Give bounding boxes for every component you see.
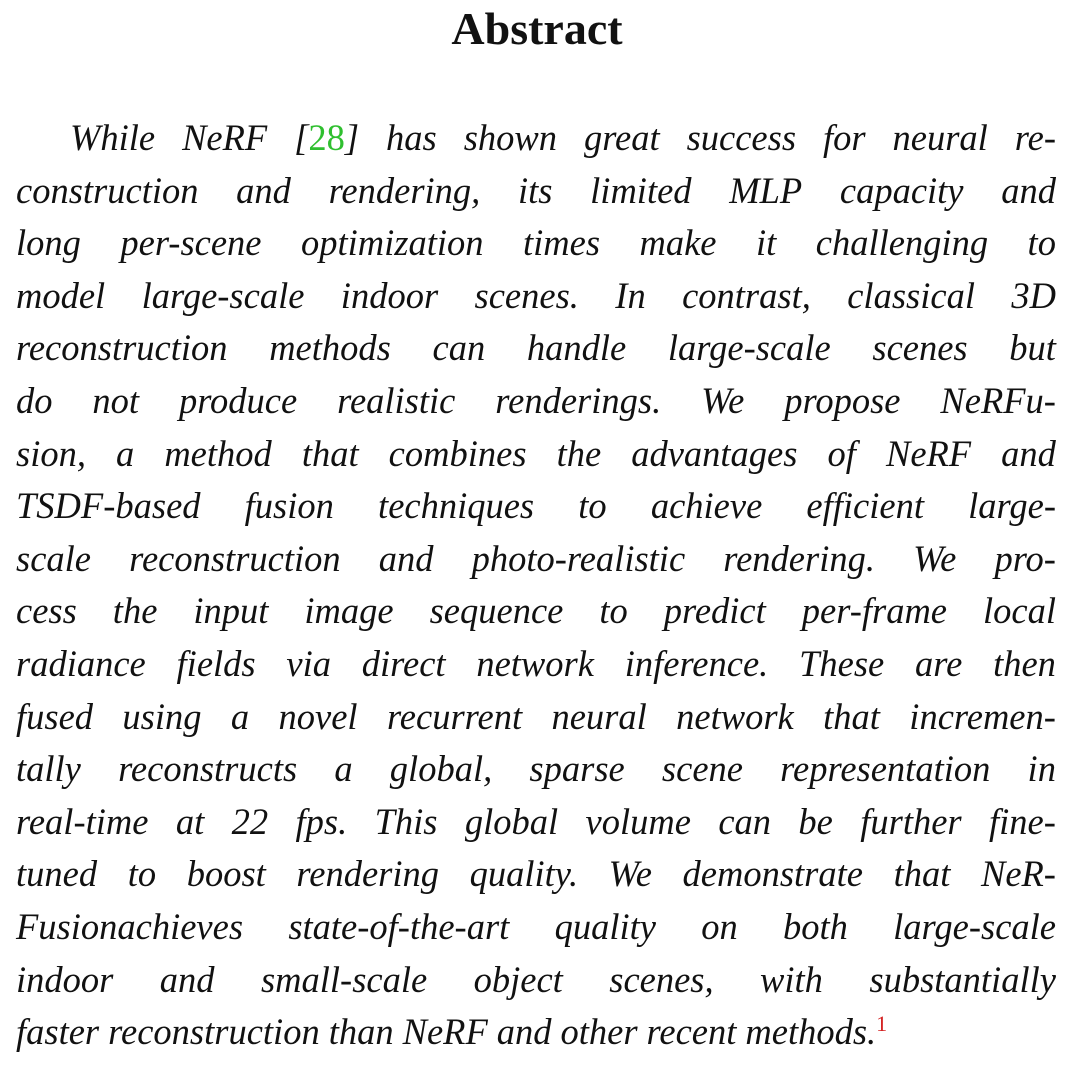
abstract-word: via: [286, 642, 331, 684]
abstract-word: fused: [16, 695, 94, 737]
abstract-word: combines: [388, 432, 527, 474]
abstract-word: a: [116, 432, 135, 474]
abstract-word: fusion: [244, 485, 334, 527]
abstract-line: [16, 480, 1056, 533]
abstract-word: efficient: [806, 485, 924, 527]
abstract-word: 22: [231, 800, 269, 842]
abstract-word: success: [686, 117, 797, 158]
abstract-word: sequence: [429, 590, 564, 632]
citation-number[interactable]: 28: [308, 117, 345, 158]
abstract-word: sion,: [16, 432, 86, 474]
abstract-word: TSDF-based: [16, 485, 201, 527]
abstract-word: it: [755, 222, 777, 264]
abstract-word: large-scale: [893, 905, 1056, 947]
abstract-line: [16, 1006, 1056, 1059]
abstract-word: per-frame: [801, 590, 947, 632]
abstract-word: indoor: [340, 274, 439, 316]
abstract-word: and: [1001, 432, 1056, 474]
abstract-word: predict: [663, 590, 766, 632]
abstract-word: not: [92, 379, 140, 421]
abstract-word: This: [374, 800, 438, 842]
abstract-word: input: [193, 590, 269, 632]
abstract-line: [16, 112, 1056, 165]
abstract-word: a: [230, 695, 250, 737]
abstract-word: capacity: [839, 169, 964, 211]
abstract-word: state-of-the-art: [288, 905, 510, 947]
abstract-word: boost: [186, 853, 266, 895]
abstract-word: large-: [968, 485, 1056, 527]
abstract-word: faster: [16, 1011, 100, 1053]
abstract-word: incremen-: [909, 695, 1056, 737]
abstract-word: using: [122, 695, 202, 737]
abstract-word: that: [301, 432, 359, 474]
abstract-word: reconstructs: [118, 748, 298, 790]
abstract-word: object: [473, 958, 563, 1000]
abstract-word: and: [1001, 169, 1056, 211]
abstract-word: model: [16, 274, 106, 316]
abstract-word: its: [517, 169, 553, 211]
footnote-marker[interactable]: 1: [876, 1010, 888, 1036]
abstract-word: reconstruction: [108, 1011, 320, 1053]
abstract-word: These: [799, 642, 885, 684]
abstract-word: reconstruction: [129, 537, 341, 579]
abstract-word: the: [556, 432, 602, 474]
abstract-word: achieve: [650, 485, 763, 527]
abstract-word: We: [913, 537, 957, 579]
abstract-word: indoor: [16, 958, 114, 1000]
abstract-word: construction: [16, 169, 199, 211]
abstract-line: [16, 691, 1056, 744]
abstract-word: global,: [389, 748, 493, 790]
abstract-word: per-scene: [120, 222, 262, 264]
abstract-word: has: [386, 117, 437, 158]
abstract-word: NeRF: [402, 1011, 488, 1053]
abstract-word: photo-realistic: [471, 537, 686, 579]
abstract-word: optimization: [300, 222, 484, 264]
abstract-line: [16, 796, 1056, 849]
abstract-word: radiance: [16, 642, 146, 684]
abstract-word: method: [164, 432, 272, 474]
abstract-word: both: [782, 905, 848, 947]
abstract-word: recent: [646, 1011, 737, 1053]
abstract-word: with: [760, 958, 823, 1000]
abstract-word: re-: [1014, 117, 1056, 158]
abstract-word: network: [676, 695, 794, 737]
abstract-word: further: [860, 800, 962, 842]
abstract-word: quality: [554, 905, 656, 947]
abstract-word: in: [1027, 748, 1056, 790]
abstract-word: scenes: [872, 327, 968, 369]
abstract-word: but: [1009, 327, 1056, 369]
abstract-word: to: [578, 485, 607, 527]
abstract-word: to: [599, 590, 628, 632]
abstract-word: classical: [847, 274, 975, 316]
abstract-word: scenes,: [609, 958, 714, 1000]
abstract-word: be: [798, 800, 833, 842]
abstract-line: [16, 954, 1056, 1007]
abstract-word: pro-: [994, 537, 1056, 579]
abstract-body: [16, 112, 1056, 1059]
abstract-word: network: [476, 642, 594, 684]
abstract-word: real-time: [16, 800, 149, 842]
abstract-word: that: [893, 853, 951, 895]
abstract-word: fine-: [989, 800, 1056, 842]
abstract-word: realistic: [337, 379, 456, 421]
abstract-word: long: [16, 222, 81, 264]
abstract-word: neural: [551, 695, 647, 737]
abstract-word: to: [127, 853, 157, 895]
abstract-word: on: [701, 905, 738, 947]
abstract-word: sparse: [529, 748, 625, 790]
abstract-word: image: [304, 590, 394, 632]
abstract-line: [16, 375, 1056, 428]
abstract-word: other: [560, 1011, 638, 1053]
abstract-word: fields: [176, 642, 256, 684]
abstract-word: can: [432, 327, 486, 369]
abstract-word: In: [615, 274, 646, 316]
abstract-word: are: [915, 642, 963, 684]
abstract-word: scene: [661, 748, 743, 790]
abstract-word: to: [1027, 222, 1056, 264]
abstract-word: NeR-: [980, 853, 1056, 895]
abstract-word: challenging: [815, 222, 989, 264]
abstract-line: [16, 270, 1056, 323]
citation-link[interactable]: [28]: [294, 117, 360, 158]
abstract-word: NeRF: [885, 432, 972, 474]
abstract-word: than: [328, 1011, 394, 1053]
abstract-line: [16, 901, 1056, 954]
abstract-word: small-scale: [260, 958, 428, 1000]
abstract-word: recurrent: [386, 695, 523, 737]
abstract-word: advantages: [631, 432, 798, 474]
abstract-word: methods.$^1$: [745, 1010, 888, 1053]
abstract-line: [16, 848, 1056, 901]
abstract-word: We: [701, 379, 745, 421]
abstract-word: volume: [585, 800, 691, 842]
abstract-line: [16, 217, 1056, 270]
abstract-word: rendering.: [723, 537, 875, 579]
abstract-word: times: [522, 222, 601, 264]
abstract-word: neural: [892, 117, 988, 158]
abstract-word: Fusionachieves: [16, 905, 244, 947]
abstract-word: large-scale: [141, 274, 305, 316]
abstract-line: [16, 533, 1056, 586]
abstract-word: great: [583, 117, 660, 158]
abstract-word: and: [236, 169, 291, 211]
abstract-word: can: [718, 800, 772, 842]
abstract-word: local: [982, 590, 1056, 632]
abstract-word: cess: [16, 590, 77, 632]
abstract-word: make: [639, 222, 717, 264]
abstract-word: methods: [269, 327, 391, 369]
abstract-word: shown: [463, 117, 557, 158]
abstract-word: tally: [16, 748, 81, 790]
abstract-word: substantially: [869, 958, 1056, 1000]
abstract-word: demonstrate: [682, 853, 863, 895]
abstract-word: representation: [780, 748, 991, 790]
abstract-word: limited: [590, 169, 692, 211]
abstract-word: fps.: [295, 800, 348, 842]
abstract-word: NeRFu-: [940, 379, 1056, 421]
abstract-word: at: [175, 800, 205, 842]
abstract-word: rendering,: [328, 169, 481, 211]
abstract-word: then: [993, 642, 1056, 684]
abstract-word: We: [608, 853, 652, 895]
abstract-word: large-scale: [667, 327, 831, 369]
abstract-word: quality.: [469, 853, 579, 895]
abstract-line: [16, 638, 1056, 691]
abstract-line: [16, 743, 1056, 796]
abstract-word: reconstruction: [16, 327, 228, 369]
abstract-word: produce: [178, 379, 298, 421]
abstract-word: tuned: [16, 853, 98, 895]
abstract-word: for: [822, 117, 866, 158]
abstract-word: scale: [16, 537, 91, 579]
abstract-word: of: [827, 432, 856, 474]
abstract-word: do: [16, 379, 53, 421]
abstract-word: techniques: [378, 485, 535, 527]
abstract-word: rendering: [296, 853, 439, 895]
abstract-word: and: [378, 537, 434, 579]
abstract-word: and: [496, 1011, 552, 1053]
abstract-word: inference.: [624, 642, 769, 684]
abstract-line: [16, 165, 1056, 218]
abstract-heading: Abstract: [451, 3, 623, 54]
abstract-word: While: [70, 117, 156, 158]
abstract-word: global: [464, 800, 559, 842]
abstract-word: direct: [361, 642, 446, 684]
abstract-word: MLP: [729, 169, 803, 211]
abstract-word: contrast,: [682, 274, 811, 316]
abstract-line: [16, 322, 1056, 375]
abstract-word: the: [112, 590, 158, 632]
abstract-word: renderings.: [495, 379, 662, 421]
abstract-word: a: [334, 748, 353, 790]
abstract-word: propose: [784, 379, 901, 421]
abstract-word: that: [823, 695, 880, 737]
abstract-word: novel: [278, 695, 358, 737]
abstract-word: 3D: [1011, 274, 1056, 316]
abstract-word: and: [159, 958, 215, 1000]
abstract-word: handle: [526, 327, 627, 369]
abstract-line: [16, 428, 1056, 481]
abstract-word: scenes.: [474, 274, 579, 316]
abstract-word: NeRF: [182, 117, 268, 158]
abstract-line: [16, 585, 1056, 638]
